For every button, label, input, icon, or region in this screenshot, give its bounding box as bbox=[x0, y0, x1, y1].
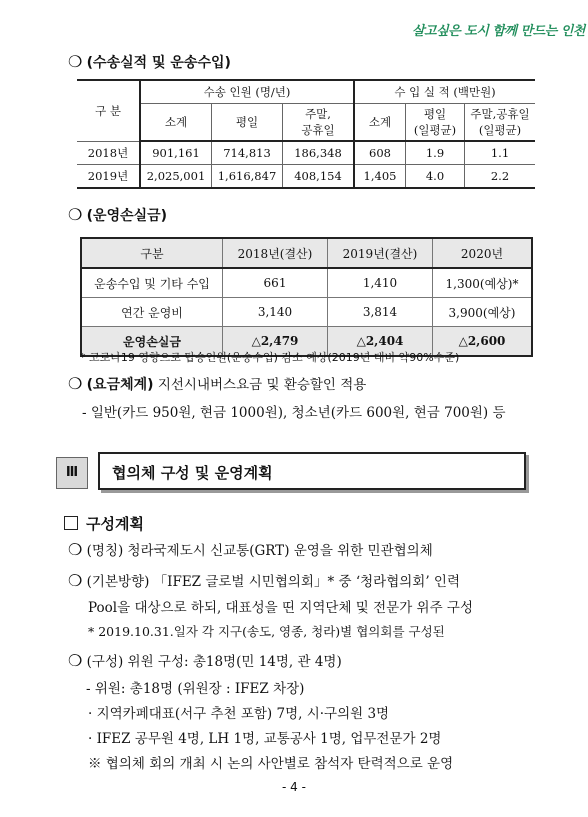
sub-header: 주말,공휴일 (일평균) bbox=[465, 104, 536, 142]
group-header-passengers: 수송 인원 (명/년) bbox=[140, 80, 354, 104]
list-item: · 지역카페대표(서구 추천 포함) 7명, 시·구의원 3명 bbox=[88, 706, 390, 722]
table-cell: 1.1 bbox=[465, 141, 536, 165]
section-heading-transport bbox=[68, 52, 231, 72]
circle-bullet-icon: ❍ bbox=[68, 651, 83, 670]
sub-header: 소계 bbox=[354, 104, 406, 142]
year-cell: 2019년 bbox=[77, 165, 140, 189]
table-cell: 1,405 bbox=[354, 165, 406, 189]
operating-loss-table bbox=[80, 237, 533, 357]
plan-item-name bbox=[68, 539, 433, 559]
table-cell: 2.2 bbox=[465, 165, 536, 189]
table-cell: 714,813 bbox=[212, 141, 283, 165]
list-item: · IFEZ 공무원 4명, LH 1명, 교통공사 1명, 업무전문가 2명 bbox=[88, 731, 442, 747]
table-cell: 4.0 bbox=[406, 165, 465, 189]
year-cell: 2018년 bbox=[77, 141, 140, 165]
plan-heading bbox=[64, 513, 144, 534]
table-cell: 901,161 bbox=[140, 141, 212, 165]
table-cell: △2,600 bbox=[433, 327, 533, 357]
list-item: (기본방향) 「IFEZ 글로벌 시민협의회」* 중 ‘청라협의회’ 인력 bbox=[86, 574, 461, 590]
circle-bullet-icon: ❍ bbox=[68, 374, 83, 393]
table-cell: 1,410 bbox=[328, 268, 433, 298]
circle-bullet-icon: ❍ bbox=[68, 540, 83, 559]
row-label-header: 구 분 bbox=[77, 80, 140, 141]
table-cell: 186,348 bbox=[283, 141, 355, 165]
table-cell: 408,154 bbox=[283, 165, 355, 189]
list-item: ※ 협의체 회의 개최 시 논의 사안별로 참석자 탄력적으로 운영 bbox=[88, 756, 454, 772]
table-header-cell: 2019년(결산) bbox=[328, 238, 433, 268]
table-cell: 2,025,001 bbox=[140, 165, 212, 189]
table-header-cell: 구분 bbox=[81, 238, 223, 268]
transport-revenue-table bbox=[77, 79, 535, 189]
plan-item-composition bbox=[68, 650, 342, 670]
plan-heading-text: 구성계획 bbox=[86, 515, 144, 533]
table-cell: 3,814 bbox=[328, 298, 433, 327]
table-cell: △2,479 bbox=[223, 327, 328, 357]
sub-header: 주말, 공휴일 bbox=[283, 104, 355, 142]
circle-bullet-icon: ❍ bbox=[68, 52, 83, 71]
list-item: (구성) 위원 구성: 총18명(민 14명, 관 4명) bbox=[86, 654, 342, 670]
table-cell: 1.9 bbox=[406, 141, 465, 165]
table-cell: 1,300(예상)* bbox=[433, 268, 533, 298]
heading-text: (요금체계) bbox=[86, 377, 154, 393]
circle-bullet-icon: ❍ bbox=[68, 571, 83, 590]
table-row bbox=[81, 268, 532, 298]
table-cell: 1,616,847 bbox=[212, 165, 283, 189]
table-cell: 3,140 bbox=[223, 298, 328, 327]
section-number: Ⅲ bbox=[56, 457, 88, 489]
fare-text: 지선시내버스요금 및 환승할인 적용 bbox=[153, 377, 367, 393]
sub-header: 소계 bbox=[140, 104, 212, 142]
table-footnote: * 코로나19 영향으로 탑승인원(운송수입) 감소 예상(2019년 대비 약90%수준) bbox=[80, 351, 460, 364]
square-bullet-icon bbox=[64, 516, 78, 530]
section-title: 협의체 구성 및 운영계획 bbox=[98, 452, 526, 490]
fare-heading bbox=[68, 373, 366, 394]
table-cell: 운송수입 및 기타 수입 bbox=[81, 268, 223, 298]
table-cell: 운영손실금 bbox=[81, 327, 223, 357]
heading-text: (수송실적 및 운송수입) bbox=[86, 55, 231, 71]
sub-header: 평일 bbox=[212, 104, 283, 142]
table-cell: △2,404 bbox=[328, 327, 433, 357]
plan-item-direction bbox=[68, 570, 460, 590]
table-cell: 608 bbox=[354, 141, 406, 165]
list-item: * 2019.10.31.일자 각 지구(송도, 영종, 청라)별 협의회를 구성된 bbox=[88, 624, 445, 639]
city-slogan-logo: 살고싶은 도시 함께 만드는 인천 bbox=[412, 24, 585, 39]
table-header-cell: 2020년 bbox=[433, 238, 533, 268]
list-item: Pool을 대상으로 하되, 대표성을 띤 지역단체 및 전문가 위주 구성 bbox=[88, 600, 474, 616]
list-item: (명칭) 청라국제도시 신교통(GRT) 운영을 위한 민관협의체 bbox=[86, 543, 433, 559]
heading-text: (운영손실금) bbox=[86, 208, 168, 224]
table-header-cell: 2018년(결산) bbox=[223, 238, 328, 268]
page-number: - 4 - bbox=[282, 780, 306, 794]
table-cell: 3,900(예상) bbox=[433, 298, 533, 327]
list-item: - 위원: 총18명 (위원장 : IFEZ 차장) bbox=[86, 681, 305, 697]
table-row bbox=[77, 141, 535, 165]
group-header-revenue: 수 입 실 적 (백만원) bbox=[354, 80, 535, 104]
section-heading-loss bbox=[68, 205, 167, 225]
table-cell: 연간 운영비 bbox=[81, 298, 223, 327]
circle-bullet-icon: ❍ bbox=[68, 205, 83, 224]
fare-detail: - 일반(카드 950원, 현금 1000원), 청소년(카드 600원, 현금 700원) 등 bbox=[82, 405, 506, 421]
table-cell: 661 bbox=[223, 268, 328, 298]
sub-header: 평일 (일평균) bbox=[406, 104, 465, 142]
table-row bbox=[81, 298, 532, 327]
table-row bbox=[77, 165, 535, 189]
